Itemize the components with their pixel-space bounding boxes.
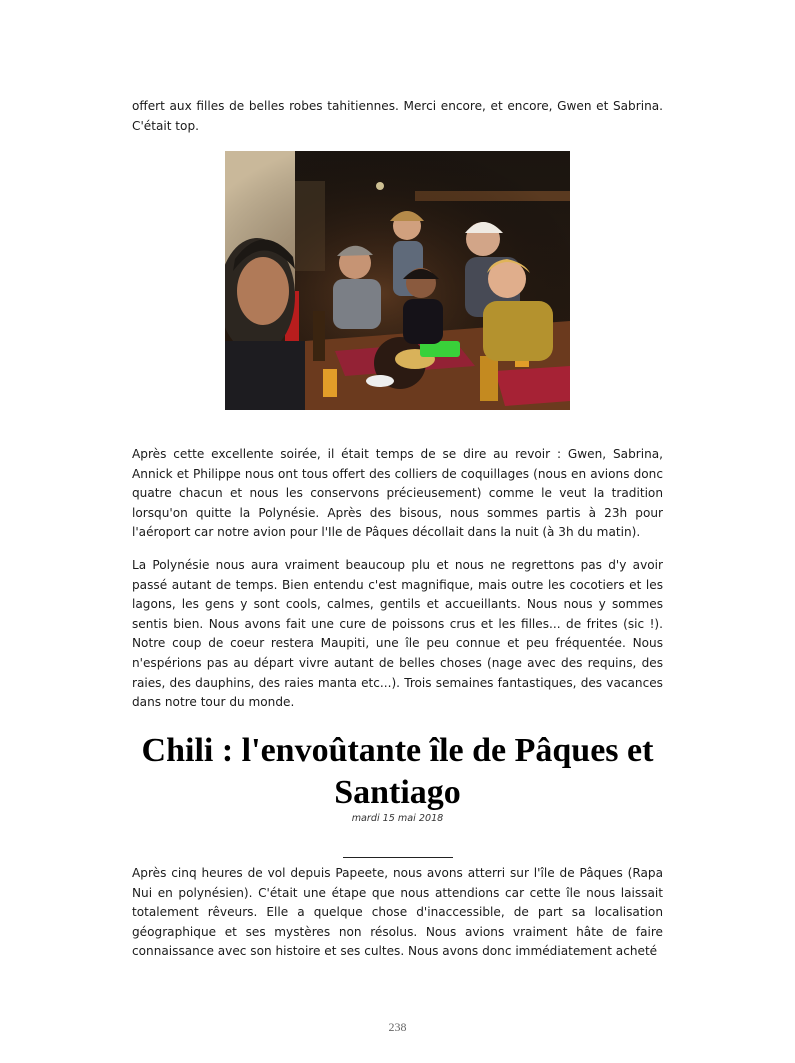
chapter-title: Chili : l'envoûtante île de Pâques et Santiago: [141, 732, 654, 811]
paragraph-easter-island: Après cinq heures de vol depuis Papeete, nous avons atterri sur l'île de Pâques (Rapa Nui en polynésien). C'était une étape que nous attendions car cette île nous laissait totalement rêveurs. Elle a quelque chose d'inaccessible, de part sa localisation géographique et ses mystères non résolus. Nous avions vraiment hâte de faire connaissance avec son histoire et ses cultes. Nous avons donc immédiatement acheté: [132, 866, 663, 959]
paragraph-farewell: Après cette excellente soirée, il était temps de se dire au revoir : Gwen, Sabrina, Annick et Philippe nous ont tous offert des colliers de coquillages (nous en avions donc quatre chacun et nous les conservons précieusement) comme le veut la tradition lorsqu'on quitte la Polynésie. Après des bisous, nous sommes partis à 23h pour l'aéroport car notre avion pour l'Ile de Pâques décollait dans la nuit (à 3h du matin).: [132, 447, 663, 540]
paragraph-polynesia-summary: La Polynésie nous aura vraiment beaucoup plu et nous ne regrettons pas d'y avoir passé autant de temps. Bien entendu c'est magnifique, mais outre les cocotiers et les lagons, les gens y sont cools, calmes, gentils et accueillants. Nous nous y sommes sentis bien. Nous avons fait une cure de poissons crus et les filles... de frites (sic !). Notre coup de coeur restera Maupiti, une île peu connue et peu fréquentée. Nous n'espérions pas au départ vivre autant de belles choses (nage avec des requins, des raies, des dauphins, des raies manta etc...). Trois semaines fantastiques, des vacances dans notre tour du monde.: [132, 558, 663, 710]
separator-rule: [343, 857, 453, 858]
page-number: 238: [388, 1020, 407, 1034]
group-dinner-photo: [225, 151, 570, 410]
intro-paragraph: offert aux filles de belles robes tahitiennes. Merci encore, et encore, Gwen et Sabrina. C'était top.: [132, 99, 663, 133]
chapter-date: mardi 15 mai 2018: [351, 813, 444, 824]
